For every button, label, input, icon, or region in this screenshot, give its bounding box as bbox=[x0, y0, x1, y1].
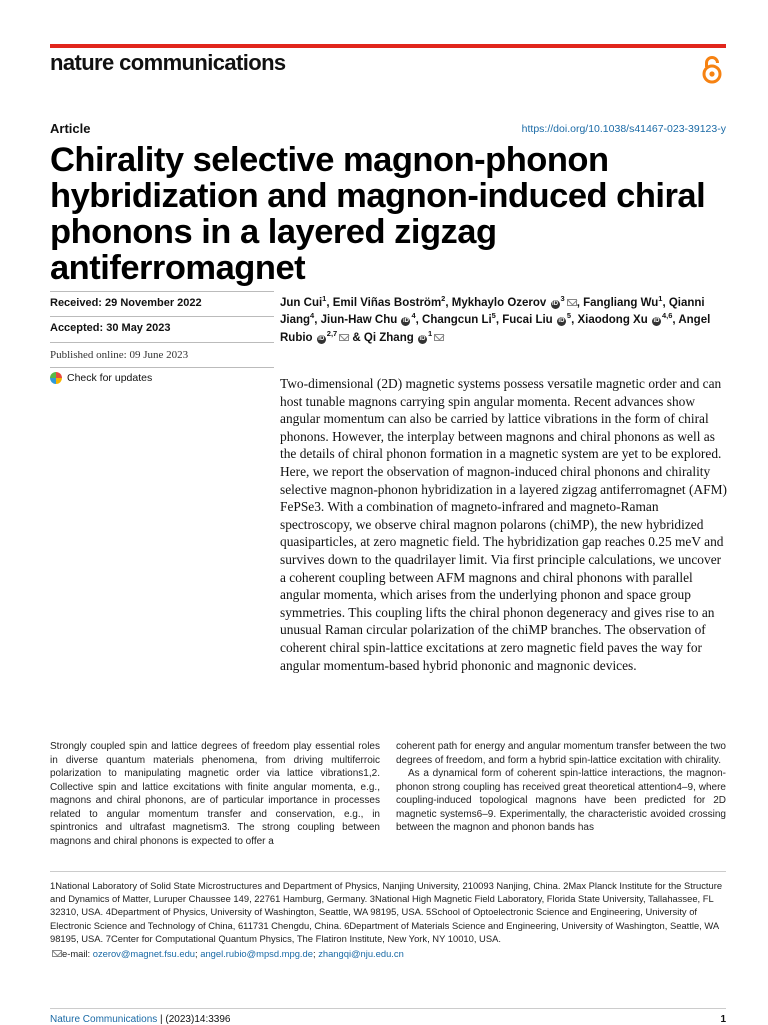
footer-volume: | (2023)14:3396 bbox=[157, 1014, 231, 1025]
check-for-updates-label: Check for updates bbox=[67, 372, 153, 384]
email-footnote: e-mail: ozerov@magnet.fsu.edu; angel.rubio@mpsd.mpg.de; zhangqi@nju.edu.cn bbox=[50, 948, 404, 959]
footer-citation bbox=[50, 1014, 230, 1025]
header-accent-bar bbox=[50, 44, 726, 48]
doi-link[interactable]: https://doi.org/10.1038/s41467-023-39123-y bbox=[521, 123, 726, 135]
divider bbox=[50, 316, 274, 317]
divider bbox=[50, 291, 274, 292]
email-link[interactable]: angel.rubio@mpsd.mpg.de bbox=[200, 948, 313, 959]
journal-name: nature communications bbox=[50, 50, 286, 75]
orcid-icon[interactable]: iD bbox=[419, 335, 426, 342]
email-icon bbox=[52, 950, 62, 957]
body-column-right bbox=[396, 740, 726, 835]
divider bbox=[50, 367, 274, 368]
crossmark-icon bbox=[50, 372, 62, 384]
orcid-icon[interactable]: iD bbox=[402, 318, 409, 325]
affiliations: 1National Laboratory of Solid State Microstructures and Department of Physics, Nanjing University, 210093 Nanjing, China. 2Max Planck Institute for the Structure and Dynamics of Matter, Luruper Chaussee 149, 22761 Hamburg, Germany. 3National High Magnetic Field Laboratory, Florida State University, Tallahassee, FL 32310, USA. 4Department of Physics, University of Washington, Seattle, WA 98195, USA. 5School of Optoelectronic Science and Engineering, University of Electronic Science and Technology of China, 611731 Chengdu, China. 6Department of Materials Science and Engineering, University of Washington, Seattle, WA 98195, USA. 7Center for Computational Quantum Physics, The Flatiron Institute, New York, NY 10010, USA. bbox=[50, 880, 723, 944]
published-date: Published online: 09 June 2023 bbox=[50, 349, 189, 361]
body-paragraph: coherent path for energy and angular momentum transfer between the two degrees of freedom, and form a hybrid spin-lattice excitation with chirality. bbox=[396, 741, 726, 766]
body-paragraph: As a dynamical form of coherent spin-lattice interactions, the magnon-phonon strong coupling has received great theoretical attention4–9, where coupling-induced topological magnons have been predicted for 2D magnetic systems6–9. Experimentally, the characteristic avoided crossing between the magnon and phonon bands has bbox=[396, 768, 726, 833]
email-label: e-mail: bbox=[62, 948, 93, 959]
email-icon[interactable] bbox=[567, 299, 577, 306]
email-link[interactable]: ozerov@magnet.fsu.edu bbox=[92, 948, 196, 959]
accepted-date: Accepted: 30 May 2023 bbox=[50, 322, 171, 334]
email-icon[interactable] bbox=[434, 334, 444, 341]
divider bbox=[50, 1008, 726, 1009]
divider bbox=[50, 871, 726, 872]
orcid-icon[interactable]: iD bbox=[558, 318, 565, 325]
footer-journal[interactable]: Nature Communications bbox=[50, 1014, 158, 1025]
abstract: Two-dimensional (2D) magnetic systems possess versatile magnetic order and can host tunable magnons carrying spin angular momenta. Recent advances show angular momentum can also be carried by lattice vibrations in the form of chiral phonons. However, the interplay between magnons and chiral phonons as well as the details of chiral phonon formation in a magnetic system are yet to be explored. Here, we report the observation of magnon-induced chiral phonons and chirality selective magnon-phonon hybridization in a layered zigzag antiferromagnet (AFM) FePSe3. With a combination of magneto-infrared and magneto-Raman spectroscopy, we observe chiral magnon polarons (chiMP), the new hybridized quasiparticles, at zero magnetic field. The hybridization gap reaches 0.25 meV and survives down to the quadrilayer limit. Via first principle calculations, we uncover a coherent coupling between AFM magnons and chiral phonons with parallel angular momenta, which arises from the underlying phonon and space group symmetries. This coupling lifts the chiral phonon degeneracy and gives rise to an unusual Raman circular polarization of the chiMP branches. The observation of coherent chiral spin-lattice excitations at zero magnetic field paves the way for angular momentum-based hybrid phononic and magnonic devices. bbox=[280, 376, 727, 673]
orcid-icon[interactable]: iD bbox=[653, 318, 660, 325]
body-paragraph: Strongly coupled spin and lattice degrees of freedom play essential roles in diverse quantum materials phenomena, from driving multiferroic polarization to manipulating magnetic order via lattice vibrations1,2. Collective spin and lattice excitations with finite angular momenta, e.g., magnons and chiral phonons, are of particular importance in processes related to angular momentum transfer and conservation, e.g., in spintronics and ultrafast magnetism3. The strong coupling between magnons and chiral phonons is expected to offer a bbox=[50, 741, 380, 847]
email-icon[interactable] bbox=[339, 334, 349, 341]
divider bbox=[50, 342, 274, 343]
article-title: Chirality selective magnon-phonon hybridization and magnon-induced chiral phonons in a layered zigzag antiferromagnet bbox=[50, 141, 706, 287]
received-date: Received: 29 November 2022 bbox=[50, 297, 202, 309]
page-number: 1 bbox=[720, 1014, 726, 1025]
email-link[interactable]: zhangqi@nju.edu.cn bbox=[318, 948, 404, 959]
author-list: Jun Cui$^1$, Emil Viñas Boström$^2$, Mykhaylo Ozerov $iD^3$ , Fangliang Wu$^1$, Qianni Jiang$^4$, Jiun-Haw Chu $iD^4$, Changcun Li$^5$, Fucai Liu $iD^5$, Xiaodong Xu iD$^{4,6}$, Angel Rubio iD$^{2,7}$ & Qi Zhang $iD^1$ bbox=[280, 294, 711, 344]
open-access-icon bbox=[700, 54, 724, 86]
orcid-icon[interactable]: iD bbox=[552, 301, 559, 307]
article-type-label: Article bbox=[50, 121, 91, 136]
body-column-left bbox=[50, 740, 380, 848]
check-for-updates-button[interactable] bbox=[50, 372, 152, 384]
orcid-icon[interactable]: iD bbox=[318, 335, 325, 342]
